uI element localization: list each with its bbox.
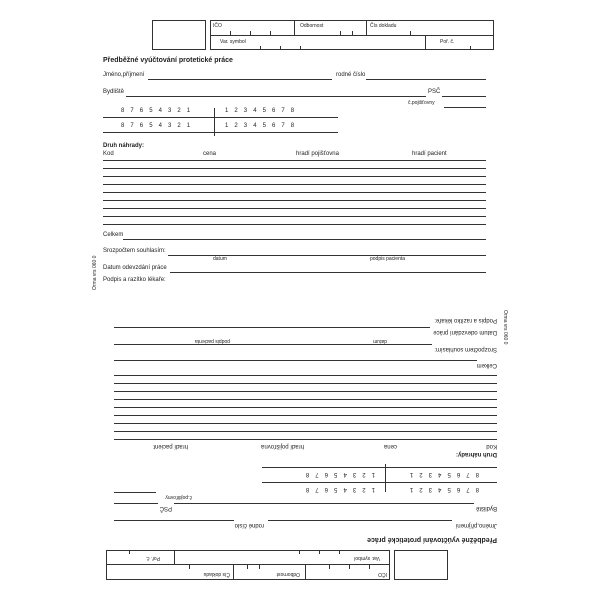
col-cena: cena [383,443,397,449]
datum-odevzdani-label: Datum odevzdání práce [433,329,497,335]
podpis-razitko-label: Podpis a razítko lékaře: [103,277,166,283]
side-code: Orma vrs 060 0 [92,255,98,290]
tooth-row-2-left: 1 2 3 4 5 6 7 8 [305,471,375,477]
datum-label: datum [373,338,387,344]
var-symbol-label: Var. symbol [354,555,380,561]
rodne-cislo-label: rodné číslo [234,522,264,528]
col-hradi-pacient: hradí pacient [412,151,447,157]
ico-label: IČO [213,23,222,29]
stamp-box [394,550,448,580]
col-hradi-pacient: hradí pacient [153,443,188,449]
cis-dokladu-label: Čís dokladu [370,23,397,29]
col-hradi-pojistovna: hradí pojišťovna [296,151,339,157]
podpis-pacienta-label: podpis pacienta [194,338,230,344]
ico-label: IČO [378,571,387,577]
datum-odevzdani-label: Datum odevzdání práce [103,265,167,271]
tooth-row-1-left: 1 2 3 4 5 6 7 8 [305,486,375,492]
col-cena: cena [203,151,217,157]
pojistovna-label: č.pojišťovny [408,100,435,106]
druh-nahrady-label: Druh náhrady: [455,451,497,457]
form-title: Předběžné vyúčtování protetické práce [103,57,233,64]
form-title: Předběžné vyúčtování protetické práce [367,536,497,543]
tooth-row-2-left: 1 2 3 4 5 6 7 8 [225,123,295,129]
col-kod: Kod [486,443,497,449]
odbornost-label: Odbornost [300,23,324,29]
jmeno-label: Jméno,příjmení [103,72,145,78]
stamp-box [152,20,206,50]
por-c-label: Poř. č. [440,39,455,45]
cis-dokladu-label: Čís dokladu [203,571,230,577]
srozpoctem-label: Srozpočtem souhlasím: [434,346,497,352]
rodne-cislo-label: rodné číslo [336,72,366,78]
psc-label: PSČ [428,89,441,95]
pojistovna-label: č.pojišťovny [165,494,192,500]
jmeno-label: Jméno,příjmení [455,522,497,528]
datum-label: datum [213,256,227,262]
psc-label: PSČ [159,505,172,511]
podpis-razitko-label: Podpis a razítko lékaře: [434,317,497,323]
podpis-pacienta-label: podpis pacienta [370,256,406,262]
side-code: Orma vrs 060 0 [502,310,508,345]
odbornost-label: Odbornost [276,571,300,577]
por-c-label: Poř. č. [145,555,160,561]
tooth-row-2-right: 8 7 6 5 4 3 2 1 [121,123,191,129]
bydliste-label: Bydliště [103,89,125,95]
form-copy-lower-rotated [0,300,600,600]
tooth-row-1-right: 8 7 6 5 4 3 2 1 [121,108,191,114]
var-symbol-label: Var. symbol [220,39,246,45]
col-hradi-pojistovna: hradí pojišťovna [261,443,304,449]
druh-nahrady-label: Druh náhrady: [103,143,145,149]
col-kod: Kod [103,151,114,157]
tooth-row-1-right: 8 7 6 5 4 3 2 1 [409,486,479,492]
celkem-label: Celkem [476,362,497,368]
tooth-row-1-left: 1 2 3 4 5 6 7 8 [225,108,295,114]
celkem-label: Celkem [103,232,124,238]
srozpoctem-label: Srozpočtem souhlasím: [103,248,166,254]
tooth-row-2-right: 8 7 6 5 4 3 2 1 [409,471,479,477]
bydliste-label: Bydliště [475,505,497,511]
